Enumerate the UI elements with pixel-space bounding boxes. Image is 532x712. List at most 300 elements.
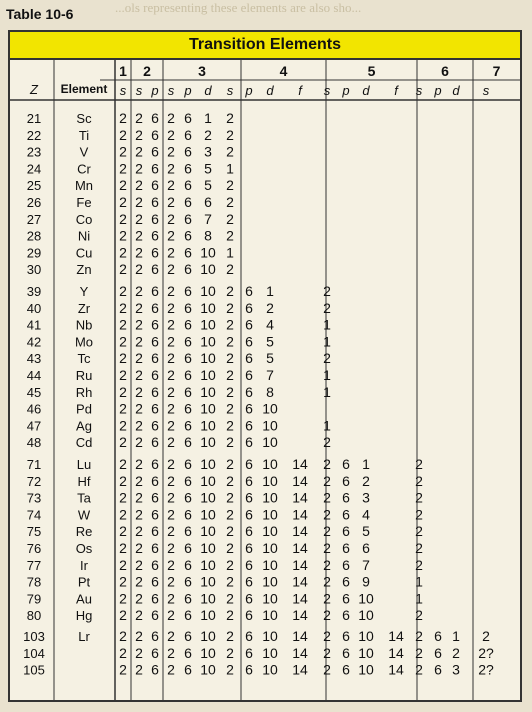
electron-count: 2 xyxy=(135,177,143,194)
atomic-number: 72 xyxy=(26,473,42,489)
electron-count: 6 xyxy=(434,628,442,644)
electron-count: 2 xyxy=(119,573,127,590)
element-symbol: W xyxy=(77,507,91,523)
electron-count: 2 xyxy=(135,456,143,472)
subshell-header: f xyxy=(298,83,302,98)
electron-count: 2 xyxy=(135,607,143,624)
electron-count: 2 xyxy=(167,628,175,644)
element-symbol: V xyxy=(79,144,89,160)
electron-count: 2 xyxy=(135,333,143,350)
electron-count: 10 xyxy=(262,489,278,506)
element-symbol: Zr xyxy=(77,300,91,316)
atomic-number: 75 xyxy=(26,524,42,540)
electron-count: 2 xyxy=(415,489,423,506)
electron-count: 1 xyxy=(226,244,234,261)
shell-header-1: 1 xyxy=(119,63,127,79)
electron-count: 6 xyxy=(151,417,159,434)
electron-count: 10 xyxy=(200,283,216,299)
atomic-number: 74 xyxy=(26,507,42,523)
electron-count: 10 xyxy=(200,367,216,383)
electron-count: 2 xyxy=(323,472,331,489)
electron-count: 6 xyxy=(151,126,159,143)
atomic-number: 42 xyxy=(26,334,42,350)
electron-count: 10 xyxy=(200,261,216,278)
electron-count: 2 xyxy=(323,299,331,316)
electron-count: 6 xyxy=(184,417,192,434)
electron-count: 2 xyxy=(119,472,127,489)
electron-count: 1 xyxy=(226,160,234,177)
electron-count: 1 xyxy=(362,456,370,472)
electron-count: 10 xyxy=(358,590,374,607)
electron-count: 2 xyxy=(167,472,175,489)
electron-count: 2 xyxy=(167,523,175,540)
electron-count: 10 xyxy=(358,661,374,678)
atomic-number: 48 xyxy=(26,435,42,451)
electron-count: 6 xyxy=(245,556,253,573)
electron-count: 2 xyxy=(119,177,127,194)
electron-count: 2 xyxy=(226,227,234,244)
electron-count: 14 xyxy=(388,644,404,661)
electron-count: 10 xyxy=(200,383,216,400)
electron-count: 2 xyxy=(167,556,175,573)
electron-count: 6 xyxy=(151,177,159,194)
page-heading: Table 10-6 xyxy=(6,6,74,22)
electron-count: 6 xyxy=(151,607,159,624)
electron-count: 2 xyxy=(482,628,490,644)
electron-count: 2 xyxy=(323,590,331,607)
electron-count: 2 xyxy=(135,400,143,417)
electron-count: 2 xyxy=(119,456,127,472)
electron-count: 6 xyxy=(184,590,192,607)
electron-count: 6 xyxy=(245,299,253,316)
electron-count: 6 xyxy=(184,573,192,590)
electron-count: 2 xyxy=(204,126,212,143)
element-symbol: Lr xyxy=(78,629,90,644)
electron-count: 2 xyxy=(226,400,234,417)
electron-count: 6 xyxy=(245,628,253,644)
electron-count: 6 xyxy=(245,540,253,556)
electron-count: 10 xyxy=(262,540,278,556)
electron-count: 6 xyxy=(245,523,253,540)
electron-count: 6 xyxy=(184,523,192,540)
element-symbol: Cd xyxy=(75,435,93,451)
electron-count: 2 xyxy=(119,283,127,299)
subshell-header: s xyxy=(167,83,175,98)
electron-count: 2 xyxy=(135,261,143,278)
electron-count: 8 xyxy=(204,227,212,244)
electron-count: 10 xyxy=(262,434,278,451)
electron-count: 2 xyxy=(119,194,127,210)
electron-count: 2 xyxy=(119,110,127,126)
electron-count: 2 xyxy=(119,523,127,540)
electron-count: 6 xyxy=(184,607,192,624)
electron-count: 2 xyxy=(119,210,127,227)
element-symbol: Re xyxy=(75,524,93,540)
electron-count: 2 xyxy=(167,126,175,143)
electron-count: 2 xyxy=(119,417,127,434)
electron-count: 6 xyxy=(342,644,350,661)
atomic-number: 23 xyxy=(26,144,42,160)
electron-count: 2 xyxy=(119,143,127,160)
electron-count: 10 xyxy=(262,644,278,661)
element-symbol: Cr xyxy=(77,161,91,177)
electron-count: 2 xyxy=(226,506,234,523)
electron-count: 2 xyxy=(167,540,175,556)
element-symbol: Pd xyxy=(76,401,92,417)
electron-count: 1 xyxy=(204,110,212,126)
electron-count: 2 xyxy=(415,456,423,472)
electron-count: 6 xyxy=(151,110,159,126)
electron-count: 2 xyxy=(167,661,175,678)
subshell-header: p xyxy=(184,83,192,98)
electron-count: 10 xyxy=(262,506,278,523)
electron-count: 6 xyxy=(184,367,192,383)
electron-count: 2 xyxy=(135,573,143,590)
electron-count: 6 xyxy=(245,456,253,472)
electron-count: 2 xyxy=(119,506,127,523)
electron-count: 2 xyxy=(119,540,127,556)
electron-count: 2 xyxy=(226,350,234,367)
electron-count: 10 xyxy=(200,556,216,573)
atomic-number: 26 xyxy=(26,195,42,210)
electron-count: 2 xyxy=(226,110,234,126)
electron-count: 2 xyxy=(135,556,143,573)
atomic-number: 103 xyxy=(23,629,45,644)
electron-count: 2 xyxy=(226,194,234,210)
electron-count: 2 xyxy=(226,333,234,350)
electron-count: 2 xyxy=(323,283,331,299)
subshell-header: d xyxy=(362,83,370,98)
electron-count: 6 xyxy=(151,283,159,299)
electron-count: 2 xyxy=(323,434,331,451)
element-symbol: Hf xyxy=(77,473,91,489)
atomic-number: 44 xyxy=(26,368,42,383)
electron-count: 6 xyxy=(184,489,192,506)
electron-count: 2 xyxy=(323,573,331,590)
electron-count: 2 xyxy=(135,628,143,644)
electron-count: 6 xyxy=(184,661,192,678)
electron-count: 14 xyxy=(292,523,308,540)
electron-count: 10 xyxy=(358,628,374,644)
electron-count: 2 xyxy=(135,523,143,540)
electron-count: 6 xyxy=(151,383,159,400)
electron-count: 8 xyxy=(266,383,274,400)
electron-count: 6 xyxy=(342,540,350,556)
element-symbol: Ni xyxy=(77,228,91,244)
electron-count: 2 xyxy=(119,316,127,333)
electron-count: 14 xyxy=(292,590,308,607)
electron-count: 6 xyxy=(151,350,159,367)
electron-count: 10 xyxy=(262,417,278,434)
electron-count: 10 xyxy=(262,607,278,624)
electron-count: 2 xyxy=(167,283,175,299)
electron-count: 2 xyxy=(119,350,127,367)
electron-count: 2 xyxy=(226,573,234,590)
bleed-through-text: ...ols representing these elements are also sho... xyxy=(115,0,362,15)
electron-count: 2 xyxy=(167,244,175,261)
electron-count: 6 xyxy=(245,350,253,367)
electron-count: 6 xyxy=(434,644,442,661)
electron-count: 5 xyxy=(266,350,274,367)
shell-header-2: 2 xyxy=(143,63,151,79)
electron-count: 2 xyxy=(119,434,127,451)
electron-count: 6 xyxy=(342,590,350,607)
electron-count: 6 xyxy=(245,573,253,590)
element-symbol: Nb xyxy=(75,317,93,333)
electron-count: 6 xyxy=(184,644,192,661)
electron-count: 2 xyxy=(226,590,234,607)
subshell-header: p xyxy=(342,83,350,98)
electron-count: 14 xyxy=(292,456,308,472)
element-symbol: Ru xyxy=(75,368,93,383)
electron-count: 6 xyxy=(184,456,192,472)
electron-count: 6 xyxy=(342,573,350,590)
electron-count: 6 xyxy=(184,383,192,400)
electron-count: 10 xyxy=(200,506,216,523)
atomic-number: 27 xyxy=(26,211,42,227)
electron-count: 10 xyxy=(200,299,216,316)
electron-count: 10 xyxy=(262,523,278,540)
electron-count: 3 xyxy=(362,489,370,506)
electron-count: 6 xyxy=(184,283,192,299)
electron-count: 10 xyxy=(200,644,216,661)
subshell-header: d xyxy=(266,83,274,98)
electron-count: 6 xyxy=(184,227,192,244)
atomic-number: 77 xyxy=(26,557,42,573)
electron-count: 2 xyxy=(119,367,127,383)
electron-count: 6 xyxy=(184,299,192,316)
electron-count: 2 xyxy=(323,556,331,573)
atomic-number: 79 xyxy=(26,591,42,607)
element-symbol: Y xyxy=(79,284,89,299)
atomic-number: 43 xyxy=(26,351,42,367)
electron-count: 14 xyxy=(292,472,308,489)
electron-count: 2 xyxy=(119,556,127,573)
electron-count: 2 xyxy=(415,523,423,540)
electron-count: 6 xyxy=(245,367,253,383)
electron-count: 1 xyxy=(266,283,274,299)
electron-count: 2 xyxy=(167,194,175,210)
electron-count: 2 xyxy=(167,177,175,194)
electron-count: 14 xyxy=(292,644,308,661)
electron-count: 2 xyxy=(323,506,331,523)
electron-count: 10 xyxy=(262,456,278,472)
electron-count: 2 xyxy=(135,283,143,299)
electron-count: 6 xyxy=(184,261,192,278)
electron-count: 2 xyxy=(226,126,234,143)
electron-count: 2 xyxy=(415,607,423,624)
z-header: Z xyxy=(30,82,38,97)
electron-count: 2 xyxy=(119,227,127,244)
subshell-header: s xyxy=(482,83,490,98)
electron-count: 10 xyxy=(200,628,216,644)
electron-count: 2 xyxy=(135,210,143,227)
electron-count: 1 xyxy=(415,590,423,607)
electron-count: 6 xyxy=(342,506,350,523)
atomic-number: 24 xyxy=(26,161,42,177)
electron-count: 6 xyxy=(151,160,159,177)
electron-count: 2 xyxy=(119,628,127,644)
electron-count: 6 xyxy=(151,227,159,244)
electron-count: 6 xyxy=(245,383,253,400)
electron-count: 6 xyxy=(151,506,159,523)
electron-count: 2 xyxy=(135,227,143,244)
electron-count: 10 xyxy=(262,472,278,489)
electron-count: 6 xyxy=(245,607,253,624)
electron-count: 6 xyxy=(434,661,442,678)
electron-count: 6 xyxy=(151,244,159,261)
electron-count: 6 xyxy=(245,434,253,451)
electron-count: 14 xyxy=(292,573,308,590)
electron-count: 2 xyxy=(226,143,234,160)
element-symbol: Co xyxy=(75,211,93,227)
electron-count: 2 xyxy=(135,383,143,400)
electron-count: 2 xyxy=(167,590,175,607)
electron-count: 2 xyxy=(119,644,127,661)
electron-count: 6 xyxy=(362,540,370,556)
electron-count: 2 xyxy=(226,383,234,400)
electron-count: 2 xyxy=(167,383,175,400)
electron-count: 6 xyxy=(342,556,350,573)
electron-count: 2 xyxy=(135,194,143,210)
electron-count: 6 xyxy=(245,316,253,333)
electron-count: 2 xyxy=(266,299,274,316)
electron-count: 6 xyxy=(184,350,192,367)
electron-count: 2 xyxy=(119,607,127,624)
electron-count: 6 xyxy=(151,540,159,556)
electron-count: 2 xyxy=(167,210,175,227)
electron-count: 2 xyxy=(167,367,175,383)
electron-count: 10 xyxy=(358,644,374,661)
electron-count: 2 xyxy=(226,472,234,489)
electron-count: 2 xyxy=(135,110,143,126)
electron-count: 10 xyxy=(200,456,216,472)
electron-count: 2 xyxy=(167,644,175,661)
electron-count: 2 xyxy=(226,299,234,316)
electron-count: 6 xyxy=(245,661,253,678)
element-symbol: Ta xyxy=(77,490,91,506)
electron-count: 2 xyxy=(135,644,143,661)
electron-count: 2 xyxy=(226,283,234,299)
electron-count: 2 xyxy=(226,316,234,333)
electron-count: 14 xyxy=(292,489,308,506)
electron-count: 2 xyxy=(135,590,143,607)
electron-count: 1 xyxy=(323,333,331,350)
shell-header-3: 3 xyxy=(198,63,206,79)
atomic-number: 45 xyxy=(26,384,42,400)
electron-count: 10 xyxy=(262,573,278,590)
electron-count: 6 xyxy=(204,194,212,210)
electron-count: 6 xyxy=(151,556,159,573)
electron-count: 14 xyxy=(292,540,308,556)
electron-count: 6 xyxy=(151,456,159,472)
element-symbol: Os xyxy=(75,541,93,556)
atomic-number: 71 xyxy=(26,457,42,472)
electron-count: 10 xyxy=(200,472,216,489)
electron-count: 2 xyxy=(226,607,234,624)
electron-count: 2 xyxy=(415,661,423,678)
electron-count: 6 xyxy=(342,523,350,540)
electron-count: 6 xyxy=(151,261,159,278)
electron-count: 6 xyxy=(184,110,192,126)
electron-count: 10 xyxy=(200,350,216,367)
element-symbol: Zn xyxy=(76,262,92,278)
transition-elements-table xyxy=(8,30,522,702)
electron-count: 6 xyxy=(184,472,192,489)
electron-count: 10 xyxy=(200,244,216,261)
electron-count: 6 xyxy=(245,400,253,417)
electron-count: 2 xyxy=(167,143,175,160)
electron-count: 2 xyxy=(323,456,331,472)
atomic-number: 39 xyxy=(26,284,42,299)
electron-count: 6 xyxy=(151,661,159,678)
electron-count: 10 xyxy=(262,661,278,678)
electron-count: 6 xyxy=(151,210,159,227)
electron-count: 2 xyxy=(415,628,423,644)
atomic-number: 46 xyxy=(26,401,42,417)
electron-count: 2 xyxy=(452,644,460,661)
element-symbol: Tc xyxy=(77,351,91,367)
electron-count: 2 xyxy=(167,261,175,278)
electron-count: 2 xyxy=(135,540,143,556)
element-symbol: Fe xyxy=(76,195,92,210)
electron-count: 10 xyxy=(200,607,216,624)
electron-count: 14 xyxy=(292,556,308,573)
electron-count: 2 xyxy=(415,644,423,661)
electron-count: 10 xyxy=(200,661,216,678)
electron-count: 1 xyxy=(452,628,460,644)
electron-count: 6 xyxy=(151,400,159,417)
electron-count: 2 xyxy=(226,540,234,556)
element-symbol: Lu xyxy=(76,457,92,472)
electron-count: 2 xyxy=(135,489,143,506)
electron-count: 2 xyxy=(135,417,143,434)
electron-count: 2 xyxy=(167,350,175,367)
atomic-number: 28 xyxy=(26,228,42,244)
electron-count: 6 xyxy=(151,472,159,489)
electron-count: 2 xyxy=(119,126,127,143)
electron-count: 10 xyxy=(200,489,216,506)
electron-count: 6 xyxy=(184,333,192,350)
electron-count: 2 xyxy=(119,661,127,678)
electron-count: 2 xyxy=(226,261,234,278)
electron-count: 2 xyxy=(226,523,234,540)
electron-count: 2 xyxy=(119,261,127,278)
electron-count: 2 xyxy=(323,644,331,661)
electron-count: 2 xyxy=(226,177,234,194)
electron-count: 2 xyxy=(323,523,331,540)
electron-count: 6 xyxy=(184,540,192,556)
table-grid xyxy=(10,32,520,700)
shell-header-4: 4 xyxy=(279,63,288,79)
element-symbol: Hg xyxy=(75,608,93,624)
electron-count: 10 xyxy=(200,540,216,556)
electron-count: 6 xyxy=(184,556,192,573)
electron-count: 2 xyxy=(226,628,234,644)
electron-count: 6 xyxy=(184,177,192,194)
electron-count: 14 xyxy=(292,628,308,644)
electron-count: 6 xyxy=(245,472,253,489)
electron-count: 6 xyxy=(342,607,350,624)
atomic-number: 105 xyxy=(23,662,45,678)
electron-count: 6 xyxy=(342,628,350,644)
electron-count: 5 xyxy=(266,333,274,350)
electron-count: 10 xyxy=(262,400,278,417)
subshell-header: s xyxy=(323,83,331,98)
table-title: Transition Elements xyxy=(10,32,520,60)
electron-count: 10 xyxy=(200,573,216,590)
electron-count: 14 xyxy=(292,506,308,523)
